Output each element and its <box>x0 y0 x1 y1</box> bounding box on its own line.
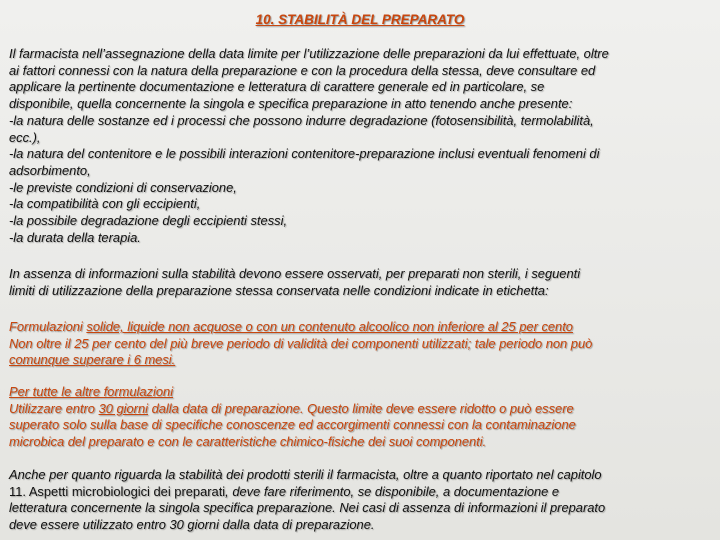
underlined-text: 6 mesi. <box>133 352 176 368</box>
text-line: applicare la pertinente documentazione e letteratura di carattere generale ed in particolare, se <box>9 79 545 95</box>
text-line <box>9 401 712 418</box>
paragraph-sterile-products <box>9 467 712 534</box>
text-line: Il farmacista nell’assegnazione della data limite per l’utilizzazione delle preparazioni da lui effettuate, oltre <box>9 46 609 61</box>
list-item: -le previste condizioni di conservazione, <box>9 179 237 195</box>
text-fragment: Utilizzare entro <box>9 400 99 416</box>
text-line: disponibile, quella concernente la singola e specifica preparazione in atto tenendo anche presente: <box>9 96 573 112</box>
text-fragment: 11. Aspetti microbiologici dei preparati <box>9 483 226 499</box>
paragraph-other-formulations <box>9 384 712 451</box>
text-fragment: Formulazioni <box>9 319 87 334</box>
text-line: ai fattori connessi con la natura della preparazione e con la procedura della stessa, deve consultare ed <box>9 62 596 78</box>
list-item: -la possibile degradazione degli eccipienti stessi, <box>9 213 288 229</box>
text-line <box>9 484 712 501</box>
text-line <box>9 352 712 369</box>
text-line: letteratura concernente la singola specifica preparazione. Nei casi di assenza di informazioni il preparato <box>9 500 606 516</box>
underlined-text: 30 giorni <box>98 400 149 416</box>
paragraph-absence-info <box>9 266 712 299</box>
text-line: Anche per quanto riguarda la stabilità dei prodotti sterili il farmacista, oltre a quanto riportato nel capitolo <box>9 467 602 482</box>
list-item: -la compatibilità con gli eccipienti, <box>9 196 201 212</box>
paragraph-intro <box>9 46 712 246</box>
list-item-continuation: ecc.), <box>9 129 41 145</box>
list-item: -la natura delle sostanze ed i processi che possono indurre degradazione (fotosensibilità, termolabilità, <box>9 112 594 128</box>
text-line: microbica del preparato e con le caratteristiche chimico-fisiche dei suoi componenti. <box>9 434 487 450</box>
text-line: In assenza di informazioni sulla stabilità devono essere osservati, per preparati non sterili, i seguenti <box>9 266 581 281</box>
paragraph-solid-formulations <box>9 319 712 369</box>
slide-title: 10. STABILITÀ DEL PREPARATO <box>255 12 465 27</box>
list-item: -la natura del contenitore e le possibili interazioni contenitore-preparazione inclusi eventuali fenomeni di <box>9 146 600 162</box>
list-item: -la durata della terapia. <box>9 229 141 245</box>
text-line: superato solo sulla base di specifiche conoscenze ed accorgimenti connessi con la contaminazione <box>9 417 576 433</box>
text-fragment: , deve fare riferimento, se disponibile, a documentazione e <box>225 483 560 499</box>
underlined-text: solide, liquide non acquose o con un contenuto alcoolico non inferiore al 25 per cento <box>86 319 573 334</box>
text-fragment: dalla data di preparazione. Questo limite deve essere ridotto o può essere <box>148 400 574 416</box>
text-line: deve essere utilizzato entro 30 giorni dalla data di preparazione. <box>9 517 375 533</box>
list-item-continuation: adsorbimento, <box>9 162 91 178</box>
underlined-text: comunque superare i <box>9 352 134 368</box>
text-line: Non oltre il 25 per cento del più breve periodo di validità dei componenti utilizzati; tale periodo non può <box>9 335 593 351</box>
text-line <box>9 319 712 336</box>
text-line: limiti di utilizzazione della preparazione stessa conservata nelle condizioni indicate in etichetta: <box>9 282 549 298</box>
text-line: Per tutte le altre formulazioni <box>9 384 174 399</box>
